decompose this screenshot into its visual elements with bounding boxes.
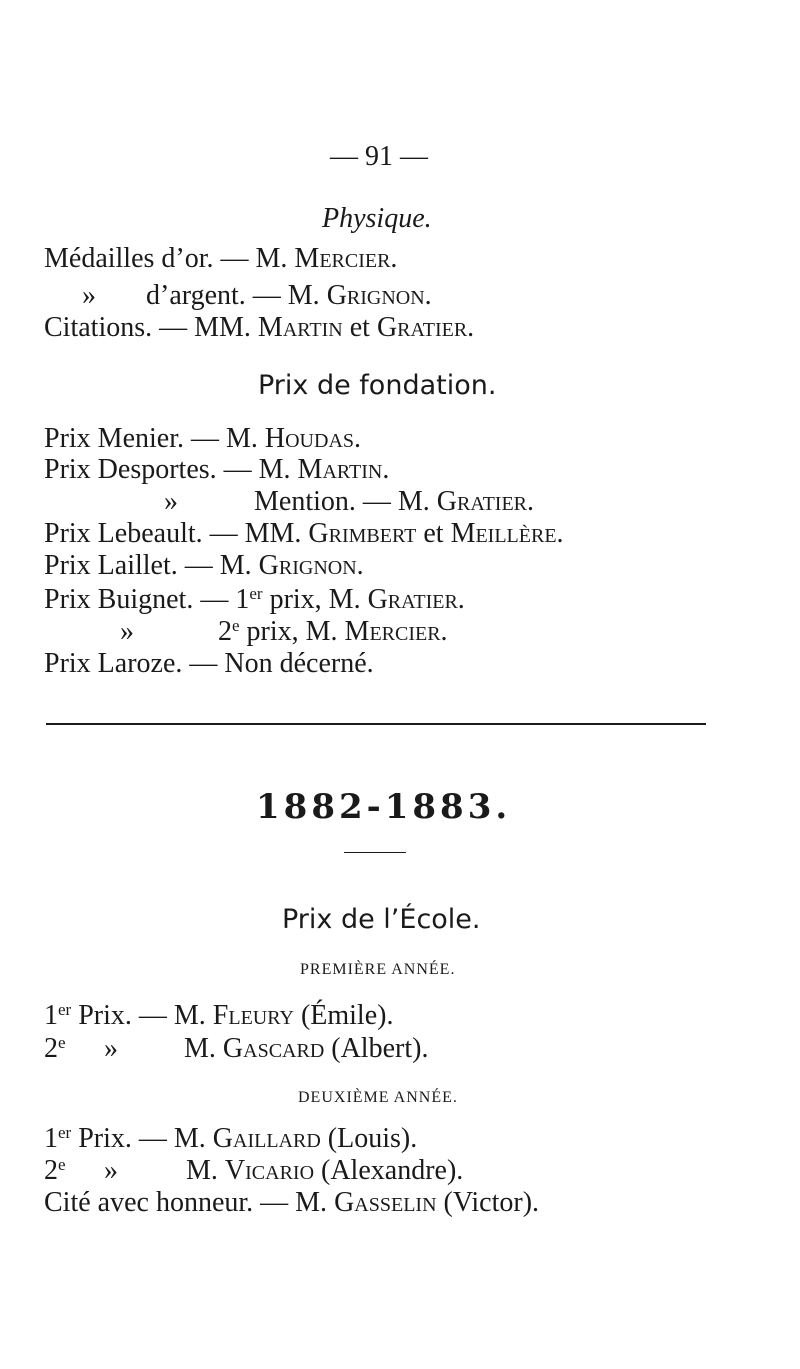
physique-line-silver: » <box>82 280 96 311</box>
fondation-line-buignet: Prix Buignet. — 1er prix, M. Gratier. <box>44 584 465 615</box>
fondation-line-mention: Mention. — M. Gratier. <box>254 486 535 517</box>
deuxieme-annee-heading: DEUXIÈME ANNÉE. <box>298 1089 458 1106</box>
premiere-line-2-rank: 2e <box>44 1033 66 1064</box>
fondation-heading: Prix de fondation. <box>258 370 497 401</box>
physique-heading: Physique. <box>322 203 432 234</box>
deuxieme-line-1: 1er Prix. — M. Gaillard (Louis). <box>44 1123 418 1154</box>
fondation-line-laroze: Prix Laroze. — Non décerné. <box>44 648 374 679</box>
year-underline <box>344 852 406 853</box>
physique-line-silver-text: d’argent. — M. Grignon. <box>146 280 432 311</box>
page-number: — 91 — <box>330 141 428 172</box>
premiere-line-2: M. Gascard (Albert). <box>184 1033 429 1064</box>
deuxieme-line-2-ditto: » <box>104 1155 118 1186</box>
fondation-line-lebeault: Prix Lebeault. — MM. Grimbert et Meillère. <box>44 518 564 549</box>
deuxieme-line-2: M. Vicario (Alexandre). <box>186 1155 464 1186</box>
premiere-line-1: 1er Prix. — M. Fleury (Émile). <box>44 1000 394 1031</box>
fondation-line-menier: Prix Menier. — M. Houdas. <box>44 423 362 454</box>
section-divider <box>46 723 706 725</box>
ecole-heading: Prix de l’École. <box>282 904 481 935</box>
fondation-line-desportes: Prix Desportes. — M. Martin. <box>44 454 390 485</box>
premiere-annee-heading: PREMIÈRE ANNÉE. <box>300 961 456 978</box>
physique-line-gold: Médailles d’or. — M. Mercier. <box>44 243 398 274</box>
deuxieme-line-2-rank: 2e <box>44 1155 66 1186</box>
deuxieme-line-3: Cité avec honneur. — M. Gasselin (Victor). <box>44 1187 540 1218</box>
premiere-line-2-ditto: » <box>104 1033 118 1064</box>
fondation-line-buignet2-ditto: » <box>120 616 134 647</box>
year-heading: 1882-1883. <box>256 787 512 827</box>
fondation-line-buignet2: 2e prix, M. Mercier. <box>218 616 448 647</box>
physique-line-citations: Citations. — MM. Martin et Gratier. <box>44 312 475 343</box>
fondation-line-laillet: Prix Laillet. — M. Grignon. <box>44 550 364 581</box>
fondation-line-mention-ditto: » <box>164 486 178 517</box>
